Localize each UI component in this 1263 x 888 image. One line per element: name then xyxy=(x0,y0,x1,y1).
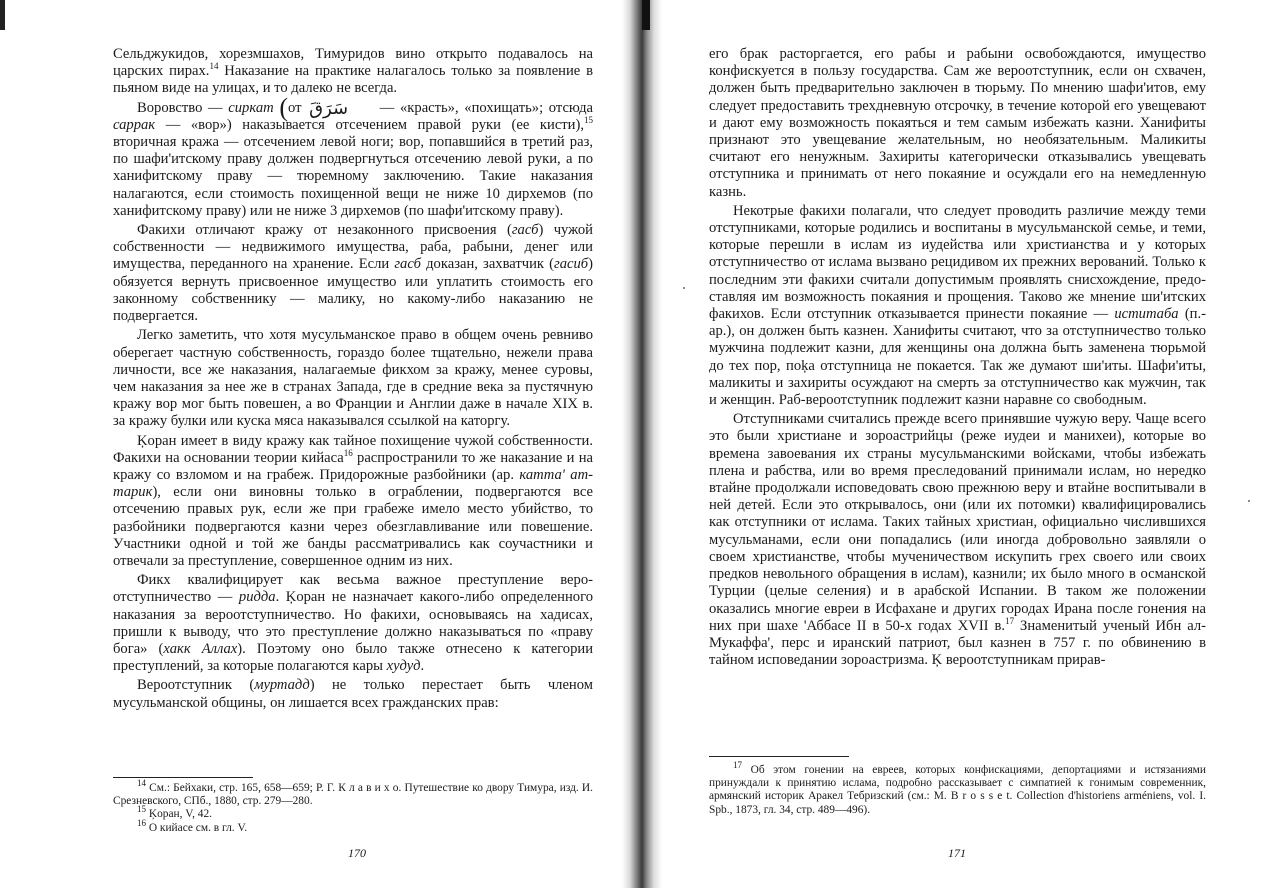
paragraph: Ķоран имеет в виду кражу как тайное похищение чужой собственности. Факихи на основании теории кийаса$^{16}$ распространили то же наказание и на кражу со взломом и на грабеж. Придорожные разбойники (ар. катта' ат-тарик), если они виновны только в ограблении, подвергаются все отсечению правых рук, если же при грабеже имело место убийство, то разбойники подвергаются казни через обезглавливание или повешение. Участники одной и той же банды рассматривались как соучастники и отвечали за преступление, совершенное одним из них. xyxy=(113,432,593,569)
paragraph: Вероотступник (муртадд) не только перестает быть членом мусульманской общины, он лишается всех гражданских прав: xyxy=(113,677,593,711)
footnote: $^{17}$ Об этом гонении на евреев, которых конфискациями, депортациями и истязаниями принуждали к принятию ислама, подробно рассказывает с симпатией к гонимым современник, армянский историк Аракел Тебризский (см.: M. B r o s s e t. Collection d'historiens arméniens, vol. I. Spb., 1873, гл. 34, стр. 489—496). xyxy=(709,760,1206,816)
paragraph: Сельджукидов, хорезмшахов, Тимуридов вино открыто подавалось на царских пирах.$^{14}$ Наказание на практике налагалось только за появление в пьяном виде на улицах, и то далеко не всегда. xyxy=(113,46,594,97)
page-number: 171 xyxy=(948,846,966,860)
right-page-footnotes xyxy=(709,760,1206,817)
footnote: $^{16}$ О кийасе см. в гл. V. xyxy=(137,817,248,834)
footnote: $^{15}$ Ķоран, V, 42. xyxy=(137,804,213,821)
arabic-word: سَرَقَ xyxy=(309,97,349,119)
right-page xyxy=(640,0,1263,888)
paragraph: Фикх квалифицирует как весьма важное преступление вероотступничество — ридда. Ķоран не назначает какого-либо определенного наказания за вероотступничество. Но факихи, основываясь на хадисах, пришли к выводу, что это преступление должно наказываться по «праву бога» (хакк Аллах). Поэтому оно было также отнесено к категории преступлений, за которые полагаются кары худуд. xyxy=(113,572,594,675)
paragraph: Факихи отличают кражу от незаконного присвоения (гасб) чужой собственности — недвижимого имущества, раба, рабыни, денег или имущества, переданного на хранение. Если гасб доказан, захватчик (гасиб) обязуется вернуть присвоенное имущество или уплатить стоимость его законному собственнику — малику, но какому-либо наказанию не подвергается. xyxy=(113,222,594,325)
page-number: 170 xyxy=(348,846,366,860)
left-page-body xyxy=(113,46,593,714)
paragraph: Воровство — сиркат (от سَرَقَ — «красть», «похищать»; отсюда саррак — «вор») наказывается отсечением правой руки (ее кисти),$^{15}$ вторичная кража — отсечением левой ноги; вор, попавшийся в третий раз, по шафи'итскому праву должен подвергнуться отсечению левой руки, а по ханифитскому праву — тюремному заключению. Такие наказания налагаются, если стоимость похищенной вещи не ниже 10 дирхемов (по ханифитскому праву) или не ниже 3 дирхемов (по шафи'итскому праву). xyxy=(113,92,593,219)
footnote-rule xyxy=(709,756,849,757)
paragraph: Легко заметить, что хотя мусульманское право в общем очень ревниво оберегает частную собственность, гораздо более тщательно, нежели права личности, все же наказания, налагаемые фикхом за кражу, менее суровы, чем наказания за нее же в странах Запада, где в средние века за пустячную кражу вор мог быть повешен, а во Франции и Англии даже в начале XIX в. за кражу булки или куска мяса наказывался ссылкой на каторгу. xyxy=(113,327,593,430)
scan-speck xyxy=(1248,500,1250,502)
paragraph: Отступниками считались прежде всего принявшие чужую веру. Чаще всего это были христиане и зороастрийцы (реже иудеи и манихеи), которые во времена завоевания их страны мусульманскими войсками, чтобы избежать плена и рабства, или во время преследований принимали ислам, но нередко втайне продолжали исповедовать свою прежнюю веру и втайне воспитывали в ней детей. Если это открывалось, они (или их потомки) квалифицировались как отступники от ислама. Таких тайных христиан, официально числившихся мусульманами, если они попадались (или иногда добровольно заявляли о своем христианстве, чтобы мученичеством искупить грех своего или своих предков невольного обращения в ислам), казнили; их было много в османской Турции (целые селения) и в арабской Испании. В таком же положении оказались многие евреи в Исфахане и других городах Ирана после гонения на них при шахе 'Аббасе II в 50-х годах XVII в.$^{17}$ Знаменитый ученый Ибн ал-Мукаффа', перс и иранский патриот, был казнен в 757 г. по обвинению в тайном исповедании зороастризма. Ķ вероотступникам прирав- xyxy=(709,411,1206,669)
footnote-rule xyxy=(113,777,253,778)
right-page-body xyxy=(709,46,1206,671)
scan-speck xyxy=(683,287,685,289)
paragraph: его брак расторгается, его рабы и рабыни освобождаются, имущество конфискуется в пользу государства. Сам же вероотступник, если он схвачен, должен быть предварительно заключен в тюрьму. По мнению шафи'итов, ему следует предоставить трехдневную отсрочку, в течение которой его увещевают и дают ему возможность покаяться и тем самым избежать казни. Ханифиты признают это увещевание желательным, но необязательным. Маликиты считают его ненужным. Захириты категорически отказывались увещевать отступника и принимать от него покаяние и осуждали его на немедленную казнь. xyxy=(709,46,1206,200)
paragraph: Некотрые факихи полагали, что следует проводить различие между теми отступниками, которые родились и воспитаны в мусульманской семье, и теми, которые перешли в ислам из иудейства или христианства и у которых отступничество от ислама вызвано рецидивом их прежних верований. Только к последним эти факихи считали допустимым проявлять снисхождение, предоставляя им возможность покаяния и прощения. Таково же мнение ши'итских факихов. Если отступник отказывается принести покаяние — иститаба (п.-ар.), он должен быть казнен. Ханифиты считают, что за отступничество только мужчина подлежит казни, для женщины она должна быть заменена тюрьмой до тех пор, поķа отступница не покается. Так же думают ши'иты. Шафи'иты, маликиты и захириты осуждают на смерть за отступничество как мужчин, так и женщин. Раб-вероотступник подлежит казни наравне со свободным. xyxy=(709,202,1206,409)
footnote: $^{14}$ См.: Бейхаки, стр. 165, 658—659; Р. Г. К л а в и х о. Путешествие ко двору Тимура, изд. И. Срезневского, СПб., 1880, стр. 279—280. xyxy=(113,778,593,808)
left-page-footnotes xyxy=(113,778,593,835)
